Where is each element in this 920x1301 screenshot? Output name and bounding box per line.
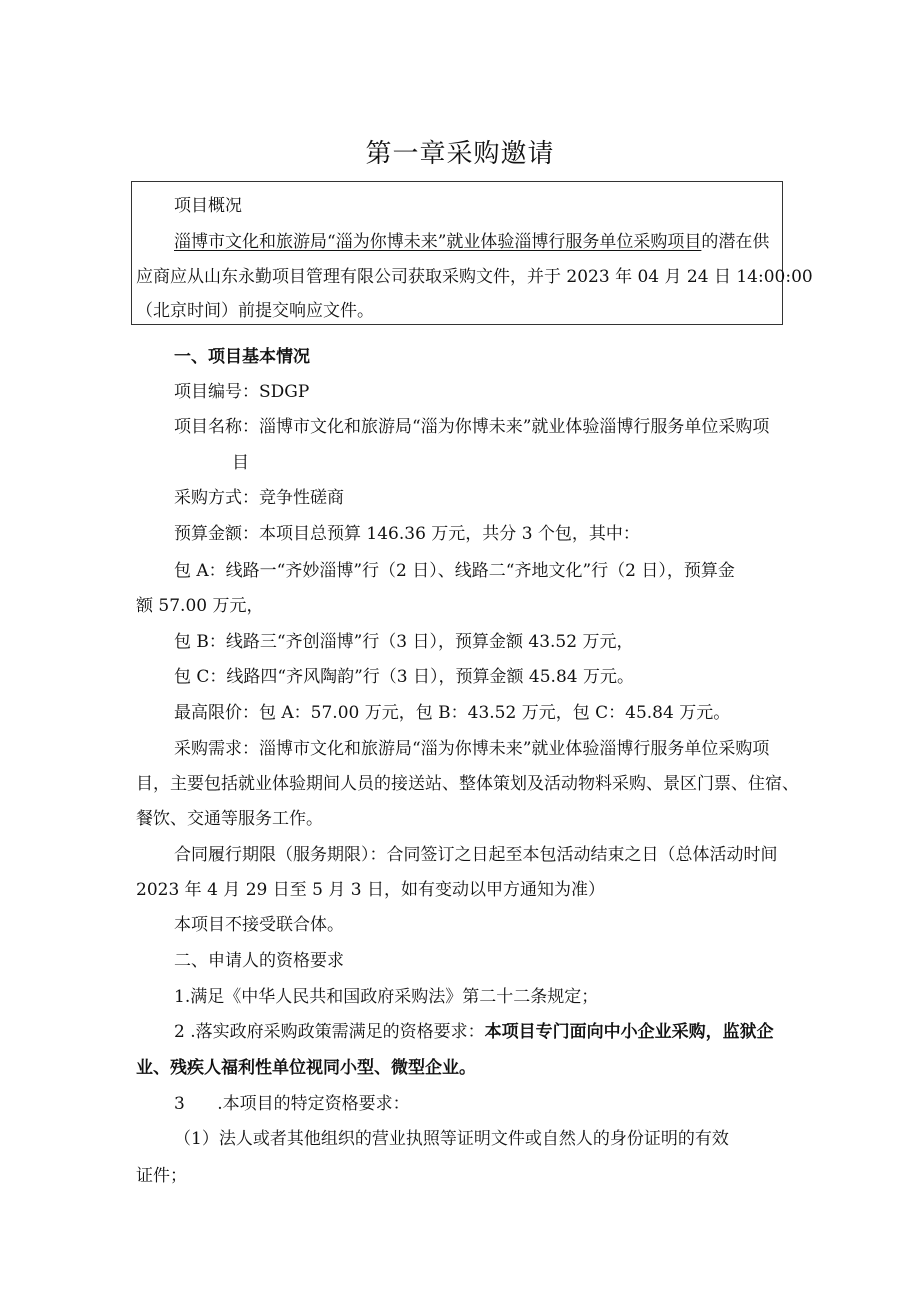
section1-heading: 一、项目基本情况 xyxy=(174,347,310,367)
package-a-line-2: 额 57.00 万元， xyxy=(136,596,264,616)
overview-line-1 xyxy=(174,231,769,253)
section2-heading: 二、申请人的资格要求 xyxy=(174,951,344,971)
contract-term-line-1: 合同履行期限（服务期限）：合同签订之日起至本包活动结束之日（总体活动时间 xyxy=(174,845,778,865)
project-name-line-2: 目 xyxy=(232,453,249,473)
requirement-2-line-1 xyxy=(174,1021,774,1043)
requirement-line-1: 采购需求：淄博市文化和旅游局“淄为你博未来”就业体验淄博行服务单位采购项 xyxy=(174,739,770,759)
overview-line-3: （北京时间）前提交响应文件。 xyxy=(136,301,374,321)
requirement-line-3: 餐饮、交通等服务工作。 xyxy=(136,809,323,829)
max-price: 最高限价：包 A：57.00 万元，包 B：43.52 万元，包 C：45.84 万元。 xyxy=(174,703,731,723)
chapter-title: 第一章采购邀请 xyxy=(365,139,555,169)
project-number: 项目编号：SDGP xyxy=(174,382,310,402)
requirement-3: 3 .本项目的特定资格要求： xyxy=(174,1094,410,1114)
contract-term-line-2: 2023 年 4 月 29 日至 5 月 3 日，如有变动以甲方通知为准） xyxy=(136,880,605,900)
overview-heading: 项目概况 xyxy=(174,196,242,216)
overview-line-2: 应商应从山东永勤项目管理有限公司获取采购文件，并于 2023 年 04 月 24 日 14:00:00 xyxy=(136,267,813,287)
package-a-line-1: 包 A：线路一“齐妙淄博”行（2 日）、线路二“齐地文化”行（2 日），预算金 xyxy=(174,561,735,581)
budget-amount: 预算金额：本项目总预算 146.36 万元，共分 3 个包，其中： xyxy=(174,524,640,544)
requirement-1: 1.满足《中华人民共和国政府采购法》第二十二条规定； xyxy=(174,987,599,1007)
procurement-method: 采购方式：竞争性磋商 xyxy=(174,488,344,508)
package-b: 包 B：线路三“齐创淄博”行（3 日），预算金额 43.52 万元， xyxy=(174,632,634,652)
requirement-line-2: 目，主要包括就业体验期间人员的接送站、整体策划及活动物料采购、景区门票、住宿、 xyxy=(136,774,799,794)
requirement-2-bold-1: 本项目专门面向中小企业采购，监狱企 xyxy=(484,1022,774,1042)
consortium-note: 本项目不接受联合体。 xyxy=(174,915,344,935)
requirement-3-1-line-1: （1）法人或者其他组织的营业执照等证明文件或自然人的身份证明的有效 xyxy=(174,1129,729,1149)
overview-line-1-rest: 的潜在供 xyxy=(701,232,770,252)
requirement-2-prefix: 2 .落实政府采购政策需满足的资格要求： xyxy=(174,1022,485,1042)
requirement-3-1-line-2: 证件； xyxy=(136,1166,187,1186)
requirement-2-line-2: 业、残疾人福利性单位视同小型、微型企业。 xyxy=(136,1058,476,1078)
project-name-line-1: 项目名称：淄博市文化和旅游局“淄为你博未来”就业体验淄博行服务单位采购项 xyxy=(174,417,770,437)
package-c: 包 C：线路四“齐风陶韵”行（3 日），预算金额 45.84 万元。 xyxy=(174,667,634,687)
project-name-underlined: 淄博市文化和旅游局“淄为你博未来”就业体验淄博行服务单位采购项目 xyxy=(174,232,702,252)
